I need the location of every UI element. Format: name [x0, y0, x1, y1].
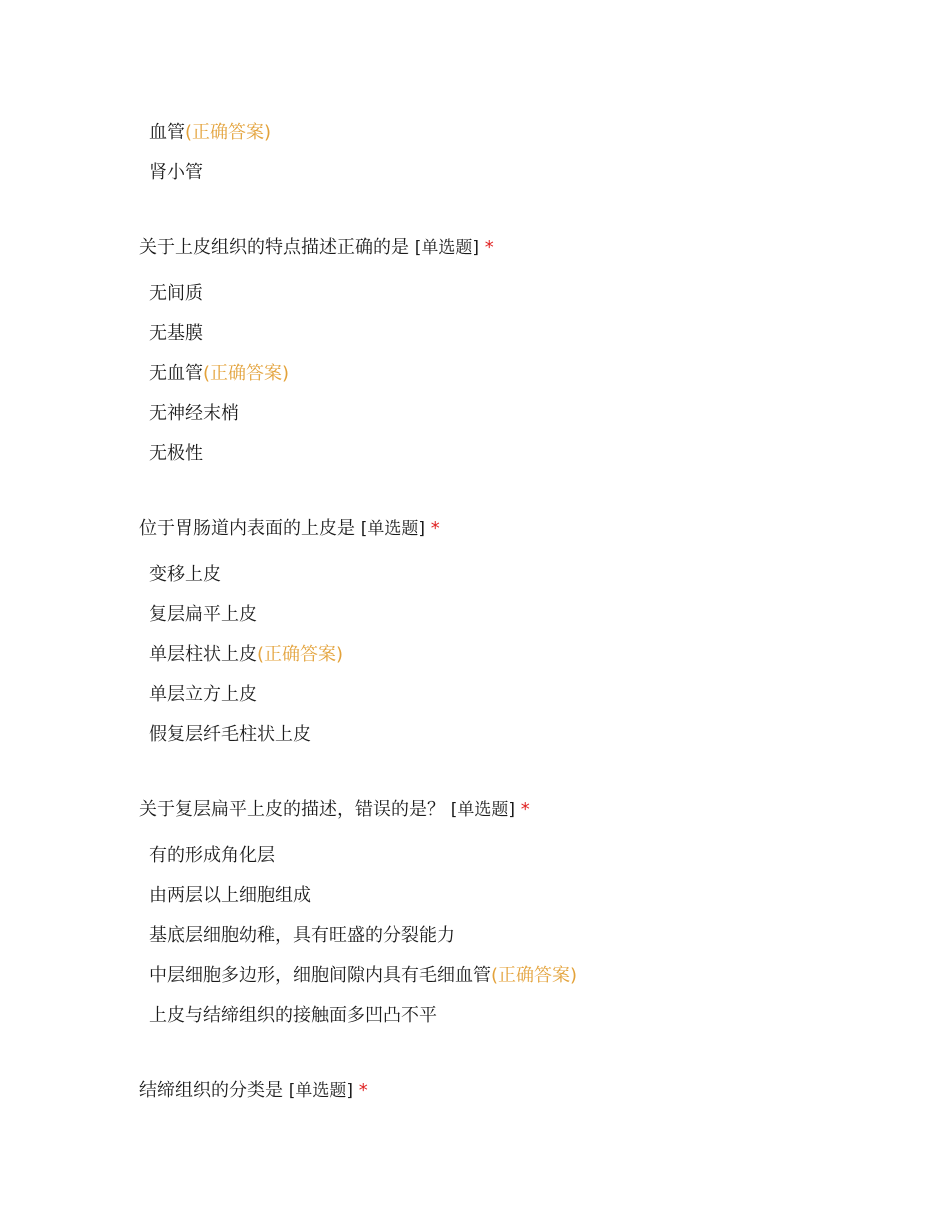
- question-1: [139, 235, 899, 481]
- option: [139, 321, 899, 361]
- question-text: 结缔组织的分类是: [139, 1080, 283, 1101]
- option-text: 变移上皮: [149, 564, 221, 585]
- option: [139, 160, 899, 200]
- option-text: 肾小管: [149, 162, 203, 183]
- correct-answer-tag: (正确答案): [203, 363, 290, 384]
- option: [139, 963, 899, 1003]
- option-text: 假复层纤毛柱状上皮: [149, 724, 311, 745]
- question-text: 关于复层扁平上皮的描述，错误的是？: [139, 799, 445, 820]
- option: [139, 602, 899, 642]
- required-mark: *: [358, 1080, 368, 1101]
- option: [139, 642, 899, 682]
- option-text: 有的形成角化层: [149, 845, 275, 866]
- option-text: 无间质: [149, 283, 203, 304]
- option-text: 复层扁平上皮: [149, 604, 257, 625]
- required-mark: *: [430, 518, 440, 539]
- question-type: [单选题]: [360, 519, 425, 539]
- survey-answer-sheet: [139, 0, 899, 1124]
- option: [139, 120, 899, 160]
- correct-answer-tag: (正确答案): [257, 644, 344, 665]
- question-2: [139, 516, 899, 762]
- required-mark: *: [520, 799, 530, 820]
- option: [139, 401, 899, 441]
- question-3: [139, 797, 899, 1043]
- option-text: 无神经末梢: [149, 403, 239, 424]
- correct-answer-tag: (正确答案): [491, 965, 578, 986]
- option-text: 无血管: [149, 363, 203, 384]
- option-text: 基底层细胞幼稚，具有旺盛的分裂能力: [149, 925, 455, 946]
- option-text: 单层柱状上皮: [149, 644, 257, 665]
- option: [139, 682, 899, 722]
- question-type: [单选题]: [288, 1081, 353, 1101]
- option: [139, 843, 899, 883]
- option: [139, 883, 899, 923]
- option: [139, 361, 899, 401]
- required-mark: *: [484, 237, 494, 258]
- question-title: [139, 797, 899, 843]
- question-0-options: [139, 120, 899, 200]
- option: [139, 923, 899, 963]
- option: [139, 281, 899, 321]
- option: [139, 722, 899, 762]
- question-type: [单选题]: [450, 800, 515, 820]
- question-text: 关于上皮组织的特点描述正确的是: [139, 237, 409, 258]
- correct-answer-tag: (正确答案): [185, 122, 272, 143]
- option: [139, 1003, 899, 1043]
- option-text: 单层立方上皮: [149, 684, 257, 705]
- question-title: [139, 235, 899, 281]
- question-type: [单选题]: [414, 238, 479, 258]
- option-text: 中层细胞多边形，细胞间隙内具有毛细血管: [149, 965, 491, 986]
- option: [139, 441, 899, 481]
- option-text: 无极性: [149, 443, 203, 464]
- option: [139, 562, 899, 602]
- option-text: 血管: [149, 122, 185, 143]
- option-text: 由两层以上细胞组成: [149, 885, 311, 906]
- question-title: [139, 516, 899, 562]
- question-title: [139, 1078, 899, 1124]
- question-text: 位于胃肠道内表面的上皮是: [139, 518, 355, 539]
- question-4: [139, 1078, 899, 1124]
- option-text: 无基膜: [149, 323, 203, 344]
- option-text: 上皮与结缔组织的接触面多凹凸不平: [149, 1005, 437, 1026]
